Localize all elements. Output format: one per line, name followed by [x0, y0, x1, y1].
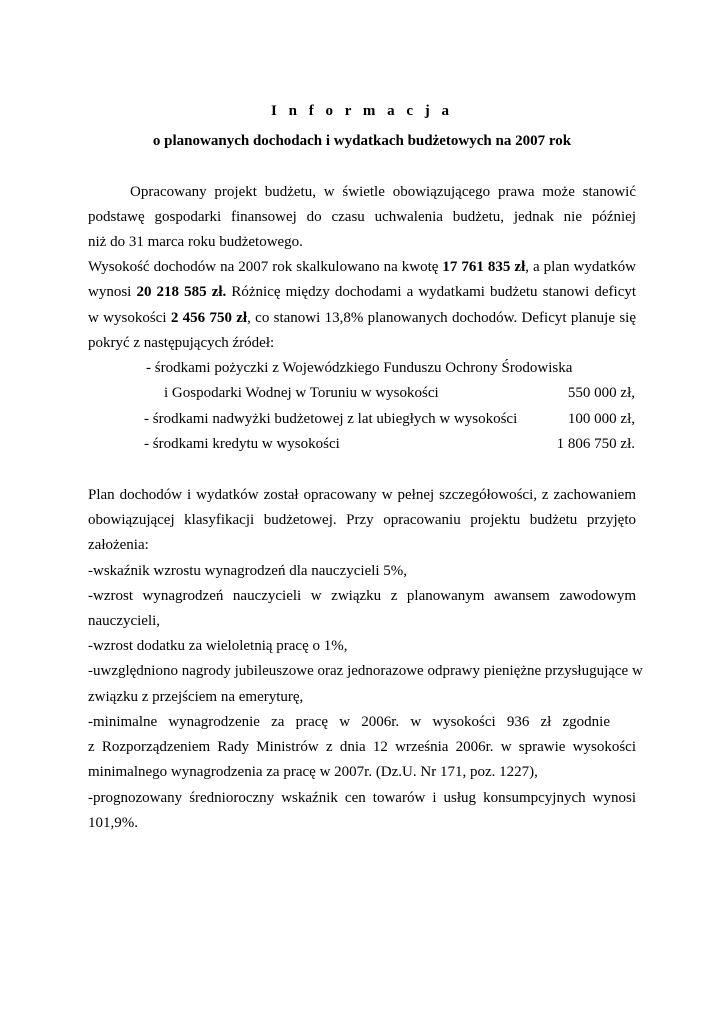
assumption-line-4: -wzrost dodatku za wieloletnią pracę o 1%,: [88, 638, 348, 654]
source-2-amount: 100 000 zł,: [567, 411, 635, 427]
document-subtitle: o planowanych dochodach i wydatkach budżetowych na 2007 rok: [152, 133, 572, 149]
paragraph-3-line-3: założenia:: [88, 537, 149, 553]
source-1-amount: 550 000 zł,: [567, 385, 635, 401]
paragraph-1-line-2: podstawę gospodarki finansowej do czasu uchwalenia budżetu, jednak nie później: [88, 209, 636, 225]
source-3-amount: 1 806 750 zł.: [556, 436, 635, 452]
paragraph-3-line-2: obowiązującej klasyfikacji budżetowej. Przy opracowaniu projektu budżetu przyjęto: [88, 512, 636, 528]
assumption-line-1: -wskaźnik wzrostu wynagrodzeń dla nauczycieli 5%,: [88, 563, 408, 579]
assumption-line-11: 101,9%.: [88, 815, 138, 831]
paragraph-2-line-1: Wysokość dochodów na 2007 rok skalkulowano na kwotę 17 761 835 zł, a plan wydatków: [88, 259, 636, 275]
source-1-line-1: - środkami pożyczki z Wojewódzkiego Funduszu Ochrony Środowiska: [146, 360, 573, 376]
assumption-line-7: -minimalne wynagrodzenie za pracę w 2006r. w wysokości 936 zł zgodnie: [88, 714, 610, 730]
assumption-line-2: -wzrost wynagrodzeń nauczycieli w związku z planowanym awansem zawodowym: [88, 588, 636, 604]
assumption-line-8: z Rozporządzeniem Rady Ministrów z dnia 12 września 2006r. w sprawie wysokości: [88, 739, 636, 755]
paragraph-2-line-4: pokryć z następujących źródeł:: [88, 335, 275, 351]
paragraph-3-line-1: Plan dochodów i wydatków został opracowany w pełnej szczegółowości, z zachowaniem: [88, 487, 636, 503]
source-3-line-1: - środkami kredytu w wysokości: [144, 436, 340, 452]
source-1-line-2: i Gospodarki Wodnej w Toruniu w wysokości: [164, 385, 439, 401]
assumption-line-6: związku z przejściem na emeryturę,: [88, 689, 304, 705]
source-2-line-1: - środkami nadwyżki budżetowej z lat ubiegłych w wysokości: [144, 411, 518, 427]
assumption-line-9: minimalnego wynagrodzenia za pracę w 2007r. (Dz.U. Nr 171, poz. 1227),: [88, 764, 538, 780]
paragraph-2-line-2: wynosi 20 218 585 zł. Różnicę między dochodami a wydatkami budżetu stanowi deficyt: [88, 284, 637, 300]
assumption-line-3: nauczycieli,: [88, 613, 161, 629]
assumption-line-10: -prognozowany średnioroczny wskaźnik cen towarów i usług konsumpcyjnych wynosi: [88, 790, 636, 806]
paragraph-1-line-1: Opracowany projekt budżetu, w świetle obowiązującego prawa może stanowić: [130, 184, 636, 200]
paragraph-1-line-3: niż do 31 marca roku budżetowego.: [88, 234, 303, 250]
paragraph-2-line-3: w wysokości 2 456 750 zł, co stanowi 13,8% planowanych dochodów. Deficyt planuje się: [88, 310, 636, 326]
document-title: I n f o r m a c j a: [271, 103, 453, 119]
assumption-line-5: -uwzględniono nagrody jubileuszowe oraz jednorazowe odprawy pieniężne przysługujące w: [88, 663, 643, 679]
